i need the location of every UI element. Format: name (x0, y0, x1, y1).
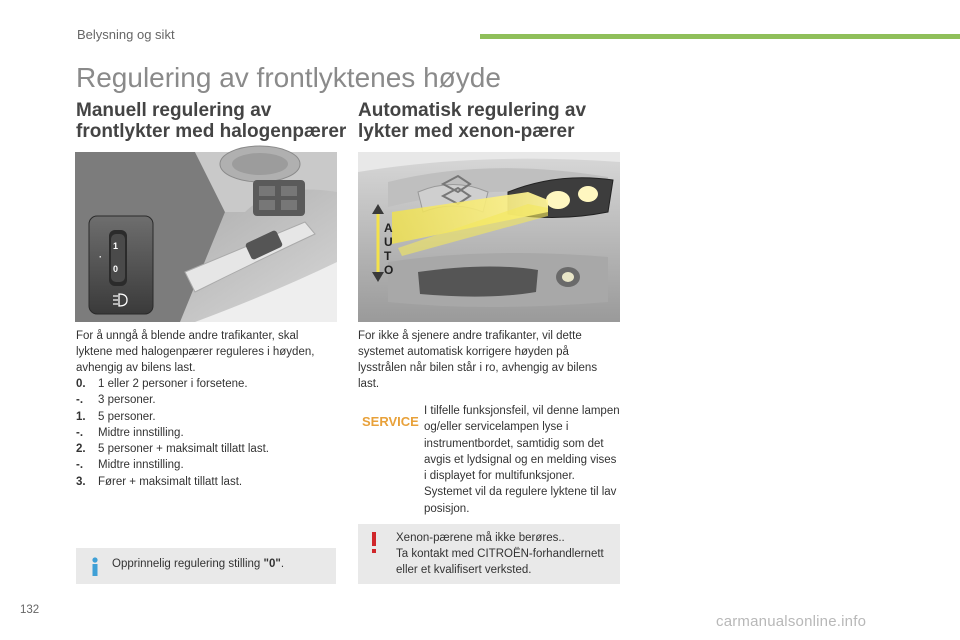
page-number: 132 (20, 604, 40, 616)
left-heading (76, 100, 356, 142)
right-heading (358, 100, 638, 142)
list-item: -. Midtre innstilling. (76, 426, 184, 439)
xenon-headlight-illustration (358, 152, 620, 322)
list-item: 2. 5 personer + maksimalt tillatt last. (76, 443, 269, 456)
warning-note-text (396, 530, 620, 578)
auto-letter-o: O (384, 263, 394, 277)
watermark: carmanualsonline.info (716, 613, 867, 630)
list-item: 0. 1 eller 2 personer i forsetene. (76, 378, 248, 390)
auto-letter-a: A (384, 221, 393, 235)
list-item: -. Midtre innstilling. (76, 459, 184, 472)
service-description: I tilfelle funksjonsfeil, vil denne lampen og/eller servicelampen lyse i instrumentbordet, samtidig som det avgis et lydsignal og en melding vises i displayet for multifunksjoner. Systemet vil da regulere lyktene til lav posisjon. (424, 405, 620, 515)
section-label: Belysning og sikt (77, 27, 175, 42)
service-warning-icon (360, 410, 419, 432)
page-title: Regulering av frontlyktenes høyde (76, 62, 501, 93)
list-item: 1. 5 personer. (76, 410, 156, 423)
left-heading-line1: Manuell regulering av (76, 100, 272, 121)
list-item: 3. Fører + maksimalt tillatt last. (76, 475, 243, 488)
exclamation-icon (369, 532, 379, 554)
header-accent-bar (480, 34, 960, 39)
svg-text:·: · (99, 252, 102, 262)
load-settings-list (76, 376, 346, 490)
dial-mark-1: 1 (113, 241, 119, 251)
info-note-value: "0" (263, 558, 281, 570)
right-heading-line1: Automatisk regulering av (358, 100, 587, 121)
info-icon (87, 557, 103, 577)
right-intro-text: For ikke å sjenere andre trafikanter, vil dette systemet automatisk korrigere høyden på lysstrålen når bilen står i ro, avhengig av bilens last. (358, 330, 598, 390)
left-heading-line2: frontlykter med halogenpærer (76, 121, 347, 142)
warning-line2: Ta kontakt med CITROËN-forhandlernett eller et kvalifisert verksted. (396, 548, 604, 576)
list-item: -. 3 personer. (76, 394, 156, 407)
right-heading-line2: lykter med xenon-pærer (358, 121, 575, 142)
service-label: SERVICE (362, 414, 419, 429)
dial-mark-0: 0 (113, 264, 119, 274)
left-intro-text: For å unngå å blende andre trafikanter, skal lyktene med halogenpærer reguleres i høyden, avhengig av bilens last. (76, 330, 315, 374)
auto-letter-u: U (384, 235, 393, 249)
warning-line1: Xenon-pærene må ikke berøres.. (396, 532, 565, 544)
auto-letter-t: T (384, 249, 392, 263)
dashboard-dial-illustration (75, 152, 337, 322)
info-note-text: Opprinnelig regulering stilling "0". (112, 558, 285, 570)
